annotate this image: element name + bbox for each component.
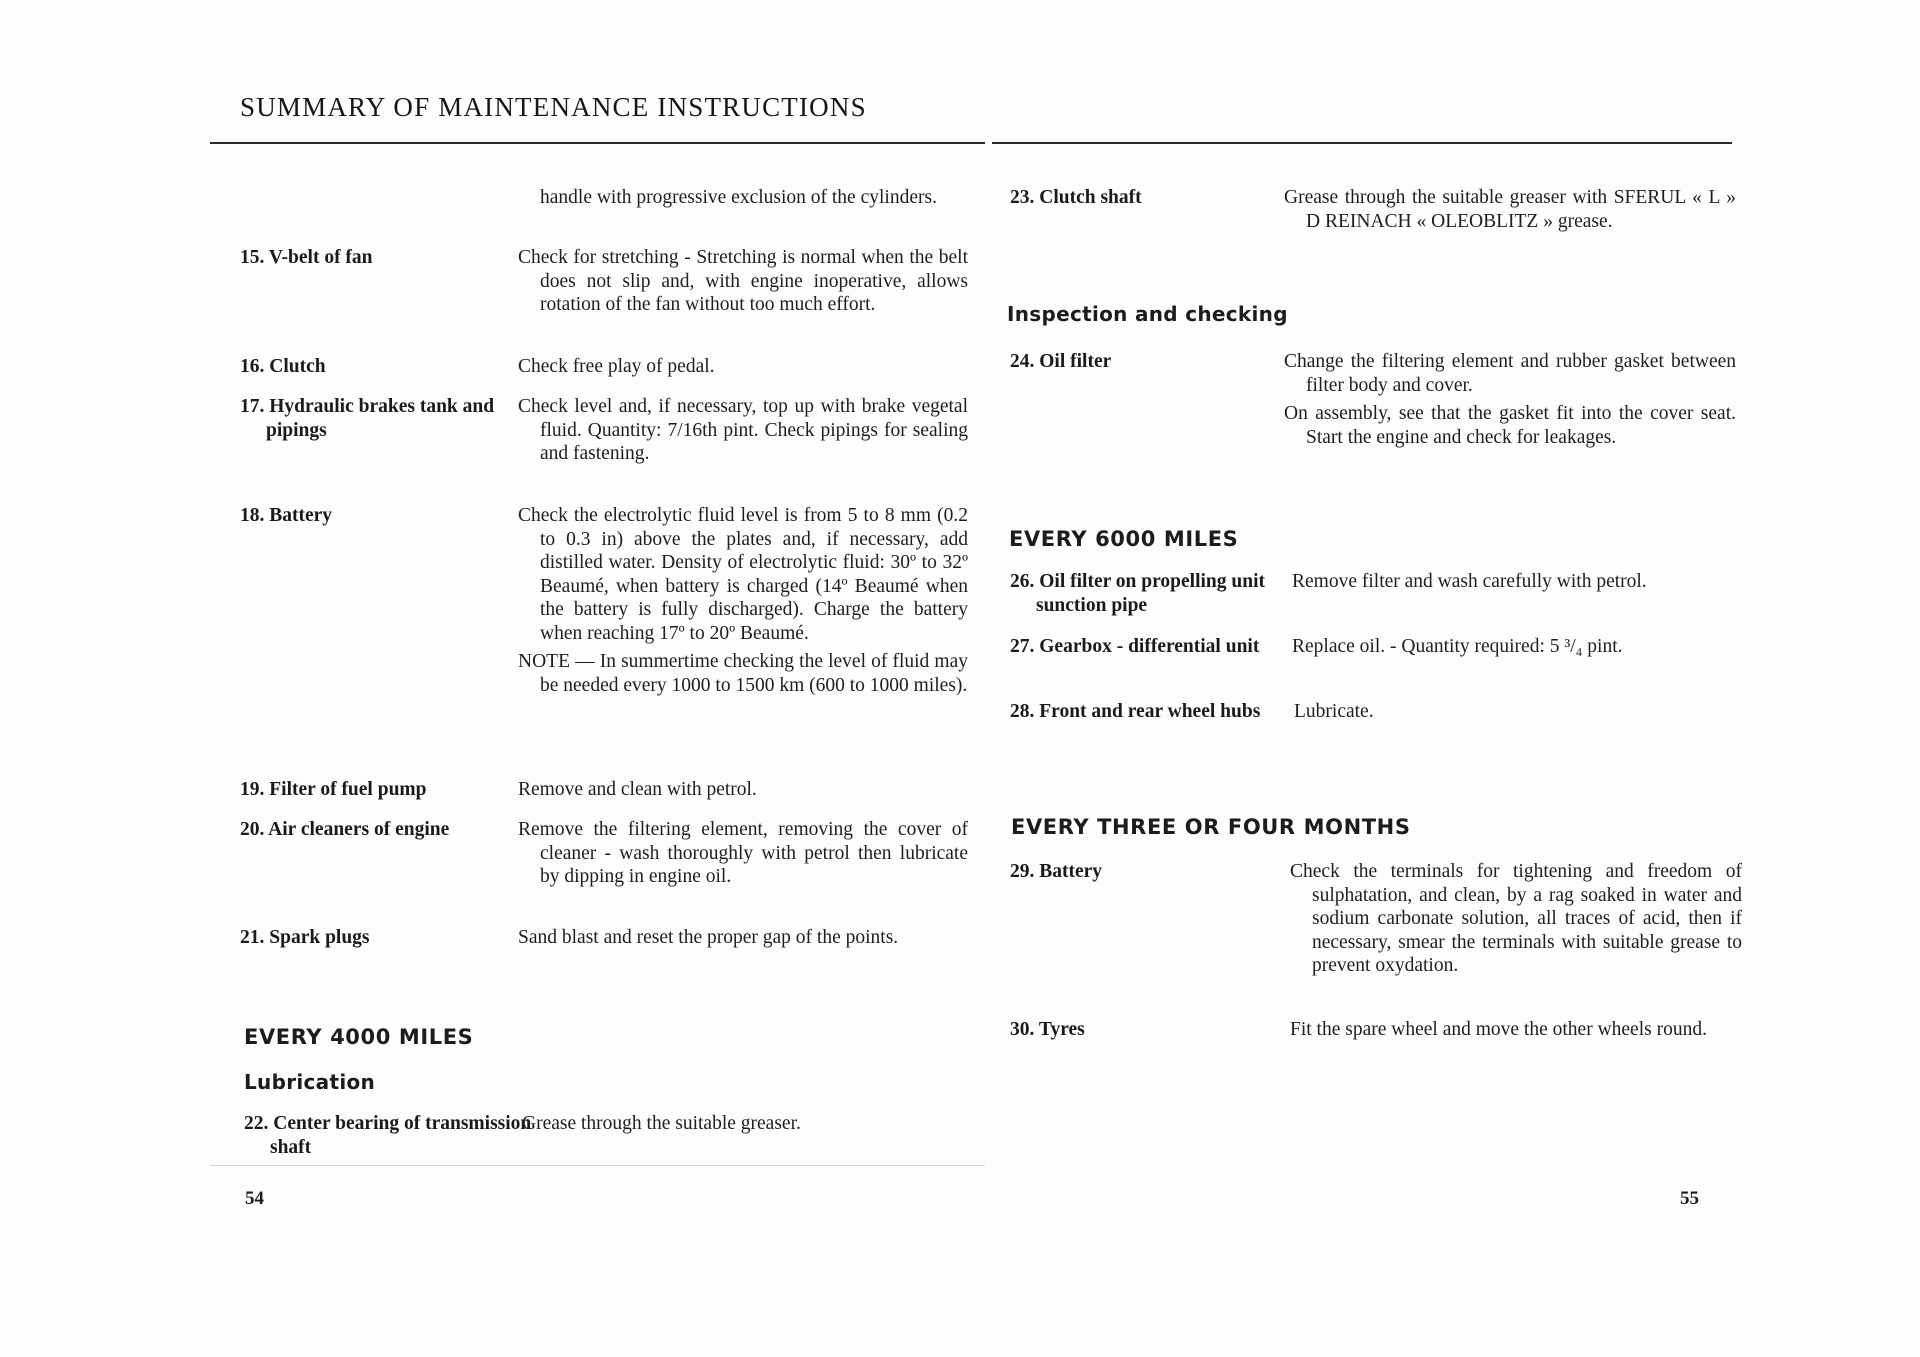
continuation-text: handle with progressive exclusion of the cylinders.	[540, 187, 937, 208]
page-number-left: 54	[245, 1188, 264, 1209]
item-description: Check level and, if necessary, top up with brake vegetal fluid. Quantity: 7/16th pint. Check pipings for sealing and fastening.	[518, 396, 968, 464]
item-label: 30. Tyres	[1010, 1019, 1085, 1040]
item-label: 19. Filter of fuel pump	[240, 779, 427, 800]
item-label: 16. Clutch	[240, 356, 326, 377]
section-every-6000-miles: EVERY 6000 MILES	[1009, 527, 1239, 551]
item-description: Replace oil. - Quantity required: 5 ³/₄ pint.	[1292, 636, 1623, 657]
item-description: Remove the filtering element, removing the cover of cleaner - wash thoroughly with petrol then lubricate by dipping in engine oil.	[518, 819, 968, 887]
section-every-three-or-four-months: EVERY THREE OR FOUR MONTHS	[1011, 815, 1411, 839]
item-label: 18. Battery	[240, 505, 333, 526]
item-label: 24. Oil filter	[1010, 351, 1112, 372]
item-label: 29. Battery	[1010, 861, 1103, 882]
item-description: Fit the spare wheel and move the other wheels round.	[1290, 1019, 1707, 1040]
item-description: Check for stretching - Stretching is normal when the belt does not slip and, with engine inoperative, allows rotation of the fan without too much effort.	[518, 247, 968, 315]
item-description: Check free play of pedal.	[518, 356, 715, 377]
item-description: Change the filtering element and rubber gasket between filter body and cover.	[1284, 351, 1736, 396]
item-description: Grease through the suitable greaser with SFERUL « L » D REINACH « OLEOBLITZ » grease.	[1284, 187, 1736, 232]
item-description: Remove filter and wash carefully with petrol.	[1292, 571, 1647, 592]
item-note: NOTE — In summertime checking the level of fluid may be needed every 1000 to 1500 km (600 to 1000 miles).	[518, 651, 968, 696]
item-description: Lubricate.	[1294, 701, 1374, 722]
item-label: 27. Gearbox - differential unit	[1010, 636, 1260, 657]
item-description: Remove and clean with petrol.	[518, 779, 757, 800]
item-label: 23. Clutch shaft	[1010, 187, 1142, 208]
item-label: 17. Hydraulic brakes tank and pipings	[240, 396, 495, 441]
item-description: Check the terminals for tightening and freedom of sulphatation, and clean, by a rag soaked in water and sodium carbonate solution, all traces of acid, then if necessary, smear the terminals with suitable grease to prevent oxydation.	[1290, 861, 1742, 976]
item-label: 28. Front and rear wheel hubs	[1010, 701, 1261, 722]
item-description: Sand blast and reset the proper gap of the points.	[518, 927, 899, 948]
item-label: 21. Spark plugs	[240, 927, 370, 948]
item-description: On assembly, see that the gasket fit into the cover seat. Start the engine and check for leakages.	[1284, 403, 1736, 448]
item-label: 15. V-belt of fan	[240, 247, 373, 268]
item-label: 20. Air cleaners of engine	[240, 819, 450, 840]
item-label: 22. Center bearing of transmission shaft	[244, 1113, 532, 1158]
right-page	[985, 0, 1920, 1357]
page-title: SUMMARY OF MAINTENANCE INSTRUCTIONS	[240, 92, 867, 122]
item-description: Check the electrolytic fluid level is from 5 to 8 mm (0.2 to 0.3 in) above the plates and, if necessary, add distilled water. Density of electrolytic fluid: 30º to 32º Beaumé, when battery is charged (14º Beaumé when the battery is fully discharged). Charge the battery when reaching 17º to 20º Beaumé.	[518, 505, 968, 644]
subsection-lubrication: Lubrication	[244, 1070, 376, 1094]
item-description: Grease through the suitable greaser.	[522, 1113, 801, 1134]
section-every-4000-miles: EVERY 4000 MILES	[244, 1025, 474, 1049]
item-label: 26. Oil filter on propelling unit sunction pipe	[1010, 571, 1265, 616]
footer-rule	[210, 1165, 985, 1166]
page-number-right: 55	[1680, 1188, 1699, 1209]
subsection-inspection-checking: Inspection and checking	[1007, 302, 1288, 326]
